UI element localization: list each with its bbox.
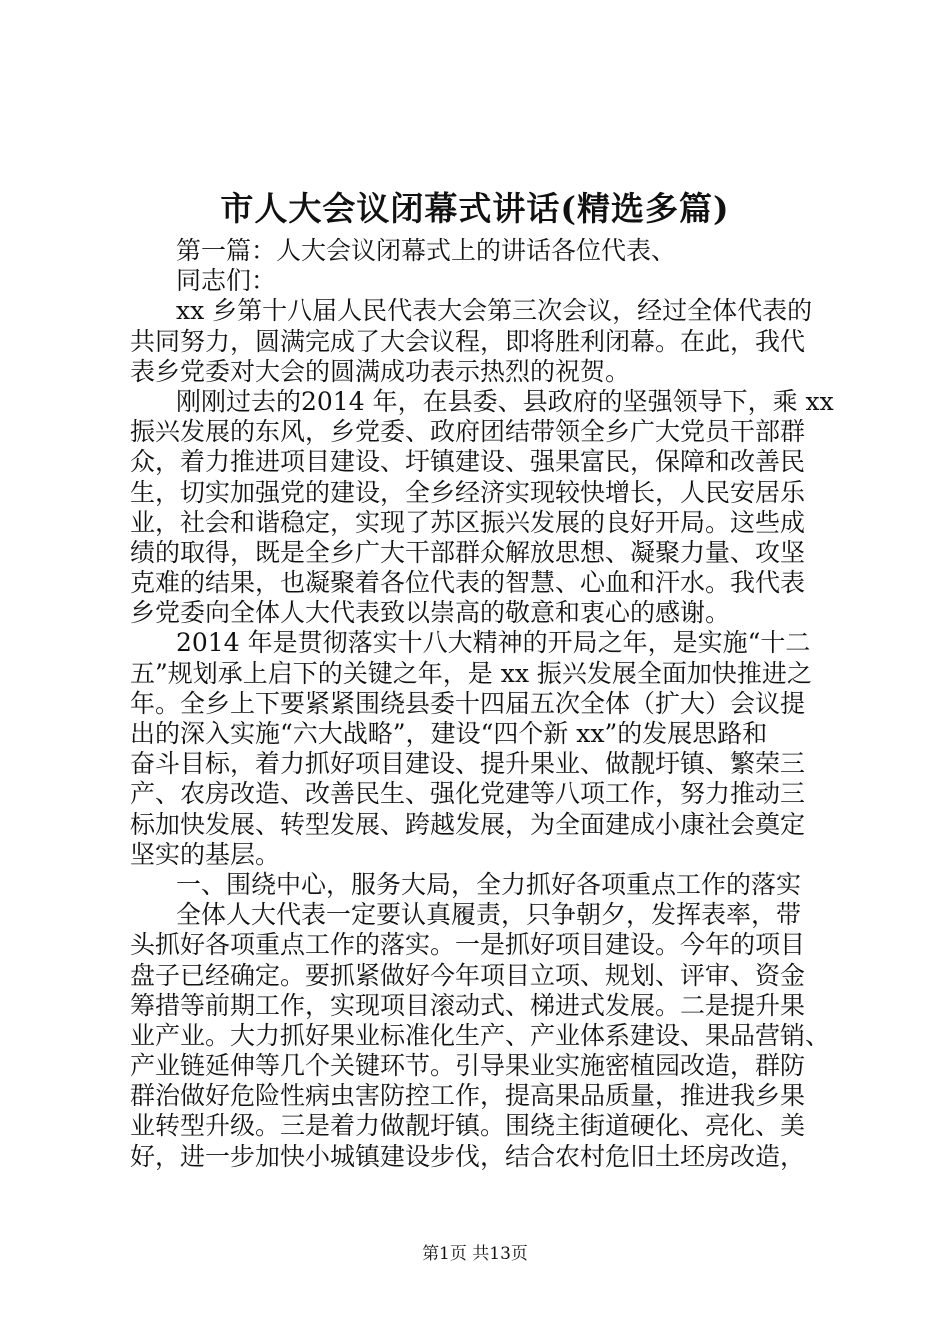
text-line: 一、围绕中心，服务大局，全力抓好各项重点工作的落实 <box>176 869 802 899</box>
text-line: 振兴发展的东风，乡党委、政府团结带领全乡广大党员干部群 <box>130 417 806 447</box>
text-line: 刚刚过去的2014 年，在县委、县政府的坚强领导下，乘 xx <box>176 386 834 416</box>
text-line: 业转型升级。三是着力做靓圩镇。围绕主街道硬化、亮化、美 <box>130 1111 806 1141</box>
text-line: 标加快发展、转型发展、跨越发展，为全面建成小康社会奠定 <box>130 809 806 839</box>
text-line: 克难的结果，也凝聚着各位代表的智慧、心血和汗水。我代表 <box>130 568 806 598</box>
document-title: 市人大会议闭幕式讲话(精选多篇) <box>220 189 730 228</box>
text-line: 筹措等前期工作，实现项目滚动式、梯进式发展。二是提升果 <box>130 990 806 1020</box>
text-line: 同志们： <box>176 266 277 296</box>
page-footer: 第1页 共13页 <box>422 1244 528 1264</box>
text-line: 乡党委向全体人大代表致以崇高的敬意和衷心的感谢。 <box>130 598 731 628</box>
text-line: 产、农房改造、改善民生、强化党建等八项工作，努力推动三 <box>130 779 806 809</box>
text-line: 奋斗目标，着力抓好项目建设、提升果业、做靓圩镇、繁荣三 <box>130 749 806 779</box>
text-line: 群治做好危险性病虫害防控工作，提高果品质量，推进我乡果 <box>130 1081 806 1111</box>
text-line: 年。全乡上下要紧紧围绕县委十四届五次全体（扩大）会议提 <box>130 688 806 718</box>
text-line: 共同努力，圆满完成了大会议程，即将胜利闭幕。在此，我代 <box>130 326 806 356</box>
text-line: 绩的取得，既是全乡广大干部群众解放思想、凝聚力量、攻坚 <box>130 537 806 567</box>
text-line: 头抓好各项重点工作的落实。一是抓好项目建设。今年的项目 <box>130 930 806 960</box>
document-body <box>130 236 842 1172</box>
text-line: 表乡党委对大会的圆满成功表示热烈的祝贺。 <box>130 356 631 386</box>
text-line: 第一篇：人大会议闭幕式上的讲话各位代表、 <box>176 236 677 265</box>
text-line: 盘子已经确定。要抓紧做好今年项目立项、规划、评审、资金 <box>130 960 806 990</box>
text-line: 生，切实加强党的建设，全乡经济实现较快增长，人民安居乐 <box>130 477 806 507</box>
text-line: 坚实的基层。 <box>130 839 281 869</box>
text-line: 五”规划承上启下的关键之年，是 xx 振兴发展全面加快推进之 <box>130 658 812 688</box>
text-line: 众，着力推进项目建设、圩镇建设、强果富民，保障和改善民 <box>130 447 806 477</box>
text-line: 产业链延伸等几个关键环节。引导果业实施密植园改造，群防 <box>130 1051 806 1081</box>
text-line: 业，社会和谐稳定，实现了苏区振兴发展的良好开局。这些成 <box>130 507 806 537</box>
text-line: xx 乡第十八届人民代表大会第三次会议，经过全体代表的 <box>176 296 813 326</box>
text-line: 2014 年是贯彻落实十八大精神的开局之年，是实施“十二 <box>176 628 811 658</box>
text-line: 业产业。大力抓好果业标准化生产、产业体系建设、果品营销、 <box>130 1020 831 1050</box>
text-line: 好，进一步加快小城镇建设步伐，结合农村危旧土坯房改造， <box>130 1141 806 1171</box>
text-line: 全体人大代表一定要认真履责，只争朝夕，发挥表率，带 <box>176 900 802 930</box>
text-line: 出的深入实施“六大战略”，建设“四个新 xx”的发展思路和 <box>130 719 768 748</box>
